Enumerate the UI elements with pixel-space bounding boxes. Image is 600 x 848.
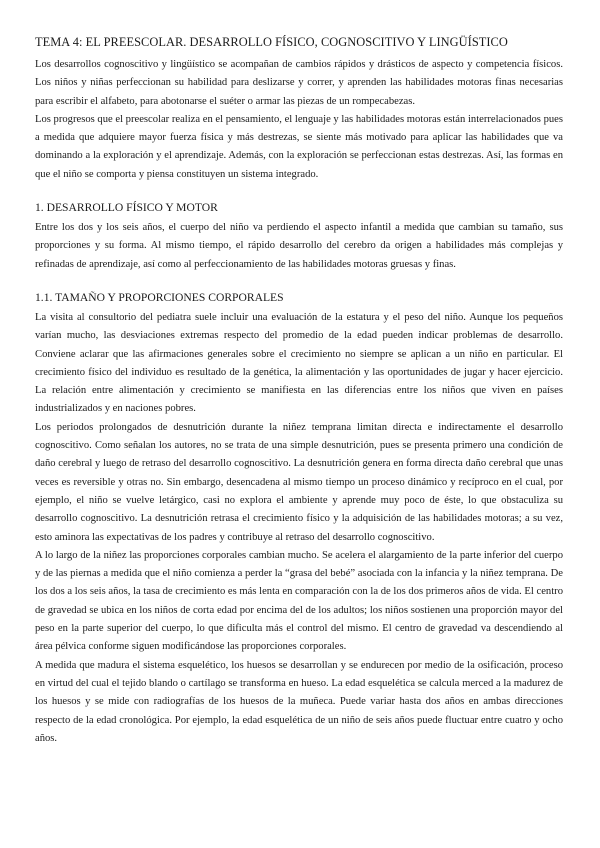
subsection-heading-tamano-proporciones: 1.1. TAMAÑO Y PROPORCIONES CORPORALES — [35, 290, 284, 304]
section1-1-paragraph-4: A medida que madura el sistema esquelético, los huesos se desarrollan y se endurecen por medio de la osificación, proceso en virtud del cual el tejido blando o cartílago se transforma en hueso. La edad esquelética se calcula merced a la madurez de los huesos y se mide con radiografías de los huesos de la muñeca. Puede variar hasta dos años en ambas direcciones respecto de la edad cronológica. Por ejemplo, la edad esquelética de un niño de seis años puede fluctuar entre cuatro y ocho años. — [35, 659, 563, 744]
document-page — [35, 34, 563, 748]
intro-paragraph-2: Los progresos que el preescolar realiza en el pensamiento, el lenguaje y las habilidades motoras están interrelacionados pues a medida que adquiere mayor fuerza física y más destrezas, se siente más motivado para aplicar las habilidades que va dominando a la exploración y el aprendizaje. Además, con la exploración se perfeccionan estas destrezas. Así, las formas en que el niño se comporta y piensa constituyen un sistema integrado. — [35, 113, 563, 180]
section1-1-paragraph-2: Los periodos prolongados de desnutrición durante la niñez temprana limitan directa e indirectamente el desarrollo cognoscitivo. Como señalan los autores, no se trata de una simple desnutrición, pues se presenta primero una condición de daño cerebral y luego de retraso del desarrollo cognoscitivo. La desnutrición genera en forma directa daño cerebral que unas veces es reversible y otras no. Sin embargo, desencadena al mismo tiempo un proceso dinámico y recíproco en el cual, por ejemplo, el niño se vuelve letárgico, casi no explora el ambiente y aprende muy poco de éste, lo que obstaculiza su desarrollo cognoscitivo. La desnutrición retrasa el crecimiento físico y la adquisición de las habilidades motoras; a su vez, esto aminora las expectativas de los padres y contribuye al retraso del desarrollo cognoscitivo. — [35, 421, 563, 543]
section1-paragraph-1: Entre los dos y los seis años, el cuerpo del niño va perdiendo el aspecto infantil a medida que cambian su tamaño, sus proporciones y su forma. Al mismo tiempo, el rápido desarrollo del cerebro da origen a habilidades más complejas y refinadas de aprendizaje, así como al perfeccionamiento de las habilidades motoras gruesas y finas. — [35, 222, 563, 270]
document-title: TEMA 4: EL PREESCOLAR. DESARROLLO FÍSICO, COGNOSCITIVO Y LINGÜÍSTICO — [35, 35, 508, 49]
section1-1-paragraph-3: A lo largo de la niñez las proporciones corporales cambian mucho. Se acelera el alargamiento de la parte inferior del cuerpo y de las piernas a medida que el niño comienza a perder la “grasa del bebé” asociada con la infancia y la niñez temprana. De los dos a los seis años, la tasa de crecimiento es más lenta en comparación con la de los dos primeros años de vida. El centro de gravedad se ubica en los niños de corta edad por encima del de los adultos; los niños sostienen una proporción mayor del peso en la parte superior del cuerpo, lo que dificulta más el control del mismo. El centro de gravedad va descendiendo al área pélvica conforme siguen modificándose las proporciones corporales. — [35, 549, 563, 653]
intro-paragraph-1: Los desarrollos cognoscitivo y lingüístico se acompañan de cambios rápidos y drásticos de aspecto y competencia físicos. Los niños y niñas perfeccionan su habilidad para deslizarse y correr, y aprenden las habilidades motoras finas necesarias para escribir el alfabeto, para abotonarse el suéter o armar las piezas de un rompecabezas. — [35, 59, 563, 107]
section1-1-paragraph-1: La visita al consultorio del pediatra suele incluir una evaluación de la estatura y el peso del niño. Aunque los pequeños varían mucho, las desviaciones extremas respecto del promedio de la edad pueden indicar problemas de desarrollo. Conviene aclarar que las afirmaciones generales sobre el crecimiento no siempre se aplican a un niño en particular. El crecimiento físico del individuo es resultado de la genética, la alimentación y las oportunidades de jugar y hacer ejercicio. La relación entre alimentación y crecimiento se manifiesta en las diferencias entre los niños que viven en países industrializados y en naciones pobres. — [35, 311, 563, 415]
section-heading-desarrollo-fisico: 1. DESARROLLO FÍSICO Y MOTOR — [35, 201, 218, 215]
